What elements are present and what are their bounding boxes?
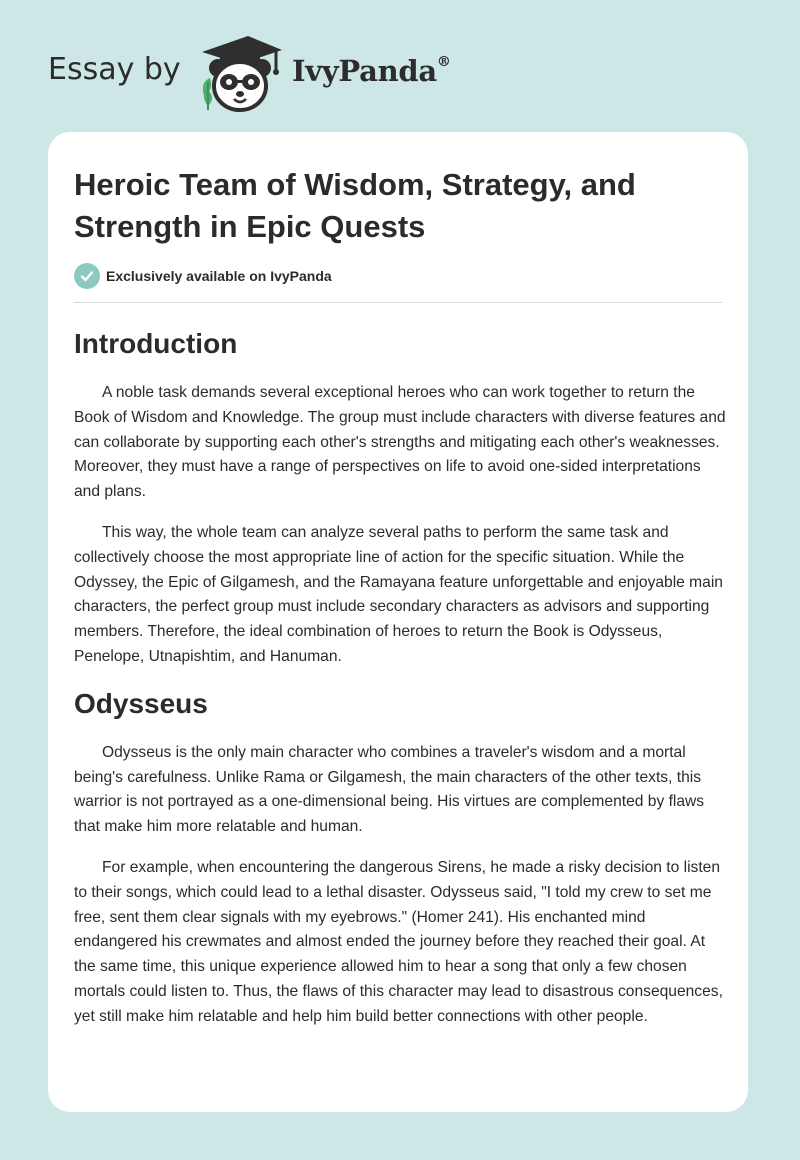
paragraph: For example, when encountering the dangerous Sirens, he made a risky decision to listen to their songs, which could lead to a lethal disaster. Odysseus said, "I told my crew to set me free, sent them clear signals with my eyebrows." (Homer 241). His enchanted mind endangered his crewmates and almost ended the journey before they reached their goal. At the same time, this unique experience allowed him to hear a song that only a few chosen mortals could listen to. Thus, the flaws of this character may lead to disastrous consequences, yet still make him relatable and help him build better connections with other people. [74, 858, 723, 1025]
paragraph: Odysseus is the only main character who combines a traveler's wisdom and a mortal being's carefulness. Unlike Rama or Gilgamesh, the main characters of the other texts, this warrior is not portrayed as a one-dimensional being. His virtues are complemented by flaws that make him more relatable and human. [74, 743, 705, 836]
essay-body [74, 322, 726, 1046]
section-heading-introduction: Introduction [74, 328, 238, 359]
section-heading-odysseus: Odysseus [74, 687, 208, 719]
registered-mark: ® [436, 54, 451, 71]
essay-card [48, 132, 748, 1112]
brand-header [48, 30, 568, 110]
brand-name [292, 54, 451, 88]
essay-by-label: Essay by [48, 52, 181, 87]
divider [74, 302, 722, 303]
essay-title: Heroic Team of Wisdom, Strategy, and Strength in Epic Quests [74, 167, 636, 244]
paragraph: This way, the whole team can analyze several paths to perform the same task and collectively choose the most appropriate line of action for the specific situation. While the Odyssey, the Epic of Gilgamesh, and the Ramayana feature unforgettable and enjoyable main characters, the perfect group must include secondary characters as advisors and supporting members. Therefore, the ideal combination of heroes to return the Book is Odysseus, Penelope, Utnapishtim, and Hanuman. [74, 523, 723, 665]
exclusive-label: Exclusively available on IvyPanda [106, 268, 332, 284]
paragraph: A noble task demands several exceptional heroes who can work together to return the Book of Wisdom and Knowledge. The group must include characters with diverse features and can collaborate by supporting each other's strengths and mitigating each other's weaknesses. Moreover, they must have a range of perspectives on life to avoid one-sided interpretations and plans. [74, 384, 726, 501]
check-icon [74, 263, 100, 289]
panda-logo-icon [198, 34, 282, 114]
exclusive-badge [74, 263, 332, 289]
brand-name-text: IvyPanda [292, 54, 437, 88]
